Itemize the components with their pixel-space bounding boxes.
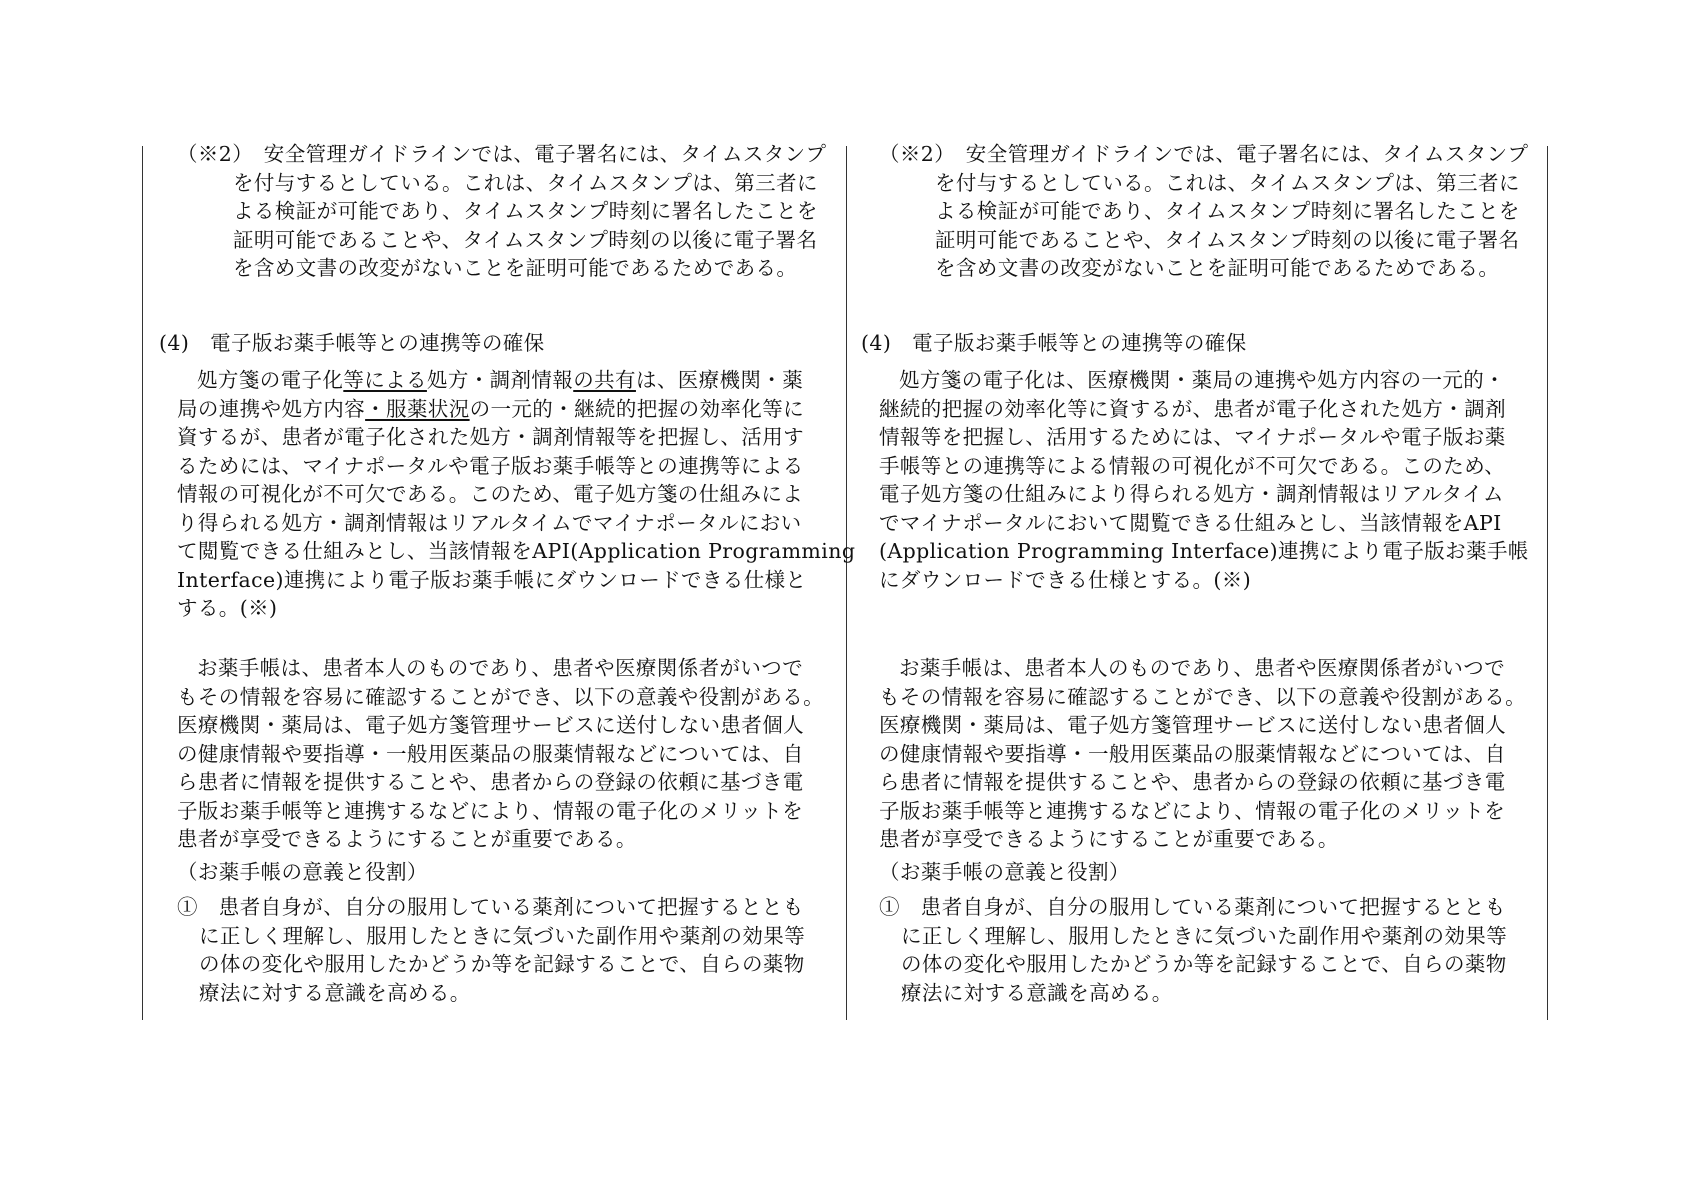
right-paragraph-1 bbox=[879, 366, 1529, 594]
right-note bbox=[879, 140, 1528, 283]
right-item-line: 療法に対する意識を高める。 bbox=[901, 980, 1173, 1005]
left-note-line: よる検証が可能であり、タイムスタンプ時刻に署名したことを bbox=[233, 199, 818, 223]
left-subheading: （お薬手帳の意義と役割） bbox=[177, 860, 428, 884]
left-p1-line: 情報の可視化が不可欠である。このため、電子処方箋の仕組みによ bbox=[177, 482, 804, 506]
left-item-line: 療法に対する意識を高める。 bbox=[199, 980, 471, 1005]
right-note-line: よる検証が可能であり、タイムスタンプ時刻に署名したことを bbox=[935, 199, 1520, 223]
left-p1-line: する。(※) bbox=[177, 596, 278, 620]
right-p1-line: 継続的把握の効率化等に資するが、患者が電子化された処方・調剤 bbox=[879, 396, 1506, 421]
left-column bbox=[159, 142, 856, 1020]
right-p2-line: お薬手帳は、患者本人のものであり、患者や医療関係者がいつで bbox=[899, 656, 1506, 680]
left-note-line: を付与するとしている。これは、タイムスタンプは、第三者に bbox=[233, 170, 818, 195]
left-note-line: （※2） 安全管理ガイドラインでは、電子署名には、タイムスタンプ bbox=[177, 142, 827, 166]
left-p2-line: お薬手帳は、患者本人のものであり、患者や医療関係者がいつで bbox=[197, 656, 804, 680]
left-p1-text: 局の連携や処方内容 bbox=[177, 396, 366, 421]
right-p2-line: 子版お薬手帳等と連携するなどにより、情報の電子化のメリットを bbox=[879, 798, 1506, 823]
right-item-line: ① 患者自身が、自分の服用している薬剤について把握するととも bbox=[879, 895, 1506, 919]
right-note-line: （※2） 安全管理ガイドラインでは、電子署名には、タイムスタンプ bbox=[879, 142, 1529, 166]
left-p1-underline: ・服薬状況 bbox=[365, 396, 470, 421]
comparison-table bbox=[142, 142, 1548, 1020]
left-item-line: ① 患者自身が、自分の服用している薬剤について把握するととも bbox=[177, 895, 804, 919]
left-p1-text: 処方・調剤情報 bbox=[426, 368, 574, 392]
right-column bbox=[861, 142, 1551, 1020]
left-item-line: の体の変化や服用したかどうか等を記録することで、自らの薬物 bbox=[199, 952, 805, 976]
left-p2-line: ら患者に情報を提供することや、患者からの登録の依頼に基づき電 bbox=[177, 770, 804, 794]
left-note bbox=[177, 140, 826, 283]
left-p1-text: 処方箋の電子化 bbox=[197, 368, 344, 392]
right-p1-line: 処方箋の電子化は、医療機関・薬局の連携や処方内容の一元的・ bbox=[899, 368, 1506, 392]
right-p1-line: 手帳等との連携等による情報の可視化が不可欠である。このため、 bbox=[879, 453, 1506, 478]
right-p1-line: 情報等を把握し、活用するためには、マイナポータルや電子版お薬 bbox=[879, 425, 1506, 449]
left-p1-line: て閲覧できる仕組みとし、当該情報をAPI(Application Programming bbox=[177, 539, 856, 563]
left-note-line: 証明可能であることや、タイムスタンプ時刻の以後に電子署名 bbox=[233, 227, 818, 252]
right-item-line: に正しく理解し、服用したときに気づいた副作用や薬剤の効果等 bbox=[901, 923, 1508, 948]
right-p2-line: 医療機関・薬局は、電子処方箋管理サービスに送付しない患者個人 bbox=[879, 713, 1506, 737]
right-note-line: を含め文書の改変がないことを証明可能であるためである。 bbox=[935, 256, 1500, 280]
left-note-line: を含め文書の改変がないことを証明可能であるためである。 bbox=[233, 256, 798, 280]
left-p1-line: 資するが、患者が電子化された処方・調剤情報等を把握し、活用す bbox=[177, 425, 804, 449]
left-p2-line: の健康情報や要指導・一般用医薬品の服薬情報などについては、自 bbox=[177, 741, 804, 766]
left-p2-line: 患者が享受できるようにすることが重要である。 bbox=[177, 827, 637, 851]
right-note-line: を付与するとしている。これは、タイムスタンプは、第三者に bbox=[935, 170, 1520, 195]
right-p2-line: の健康情報や要指導・一般用医薬品の服薬情報などについては、自 bbox=[879, 741, 1506, 766]
left-p2-line: もその情報を容易に確認することができ、以下の意義や役割がある。 bbox=[177, 684, 825, 709]
left-p1-line: り得られる処方・調剤情報はリアルタイムでマイナポータルにおい bbox=[177, 510, 802, 535]
left-paragraph-1 bbox=[177, 366, 855, 623]
left-p1-underline: の共有 bbox=[573, 368, 636, 392]
right-paragraph-2 bbox=[879, 654, 1526, 854]
left-item-line: に正しく理解し、服用したときに気づいた副作用や薬剤の効果等 bbox=[199, 923, 806, 948]
right-note-line: 証明可能であることや、タイムスタンプ時刻の以後に電子署名 bbox=[935, 227, 1520, 252]
left-p1-text: は、医療機関・薬 bbox=[635, 368, 804, 392]
left-list-item-1 bbox=[177, 893, 805, 1007]
left-p2-line: 医療機関・薬局は、電子処方箋管理サービスに送付しない患者個人 bbox=[177, 713, 804, 737]
right-p1-line: でマイナポータルにおいて閲覧できる仕組みとし、当該情報をAPI bbox=[879, 510, 1502, 535]
left-p1-line bbox=[177, 366, 855, 395]
left-p1-line: Interface)連携により電子版お薬手帳にダウンロードできる仕様と bbox=[177, 567, 807, 592]
right-p1-line: 電子処方箋の仕組みにより得られる処方・調剤情報はリアルタイム bbox=[879, 482, 1504, 506]
right-subheading: （お薬手帳の意義と役割） bbox=[879, 860, 1130, 884]
right-p1-line: (Application Programming Interface)連携により電子版お薬手帳 bbox=[879, 539, 1529, 563]
left-p1-text: の一元的・継続的把握の効率化等に bbox=[469, 396, 805, 421]
left-p1-line bbox=[177, 395, 855, 424]
right-list-item-1 bbox=[879, 893, 1507, 1007]
left-section-heading: (4) 電子版お薬手帳等との連携等の確保 bbox=[159, 331, 545, 355]
left-p1-underline: 等による bbox=[343, 368, 427, 392]
right-section-heading: (4) 電子版お薬手帳等との連携等の確保 bbox=[861, 331, 1247, 355]
right-p2-line: もその情報を容易に確認することができ、以下の意義や役割がある。 bbox=[879, 684, 1527, 709]
left-paragraph-2 bbox=[177, 654, 824, 854]
left-p1-line: るためには、マイナポータルや電子版お薬手帳等との連携等による bbox=[177, 453, 804, 478]
right-item-line: の体の変化や服用したかどうか等を記録することで、自らの薬物 bbox=[901, 952, 1507, 976]
right-p2-line: 患者が享受できるようにすることが重要である。 bbox=[879, 827, 1339, 851]
left-p2-line: 子版お薬手帳等と連携するなどにより、情報の電子化のメリットを bbox=[177, 798, 804, 823]
right-p2-line: ら患者に情報を提供することや、患者からの登録の依頼に基づき電 bbox=[879, 770, 1506, 794]
right-p1-line: にダウンロードできる仕様とする。(※) bbox=[879, 567, 1252, 592]
